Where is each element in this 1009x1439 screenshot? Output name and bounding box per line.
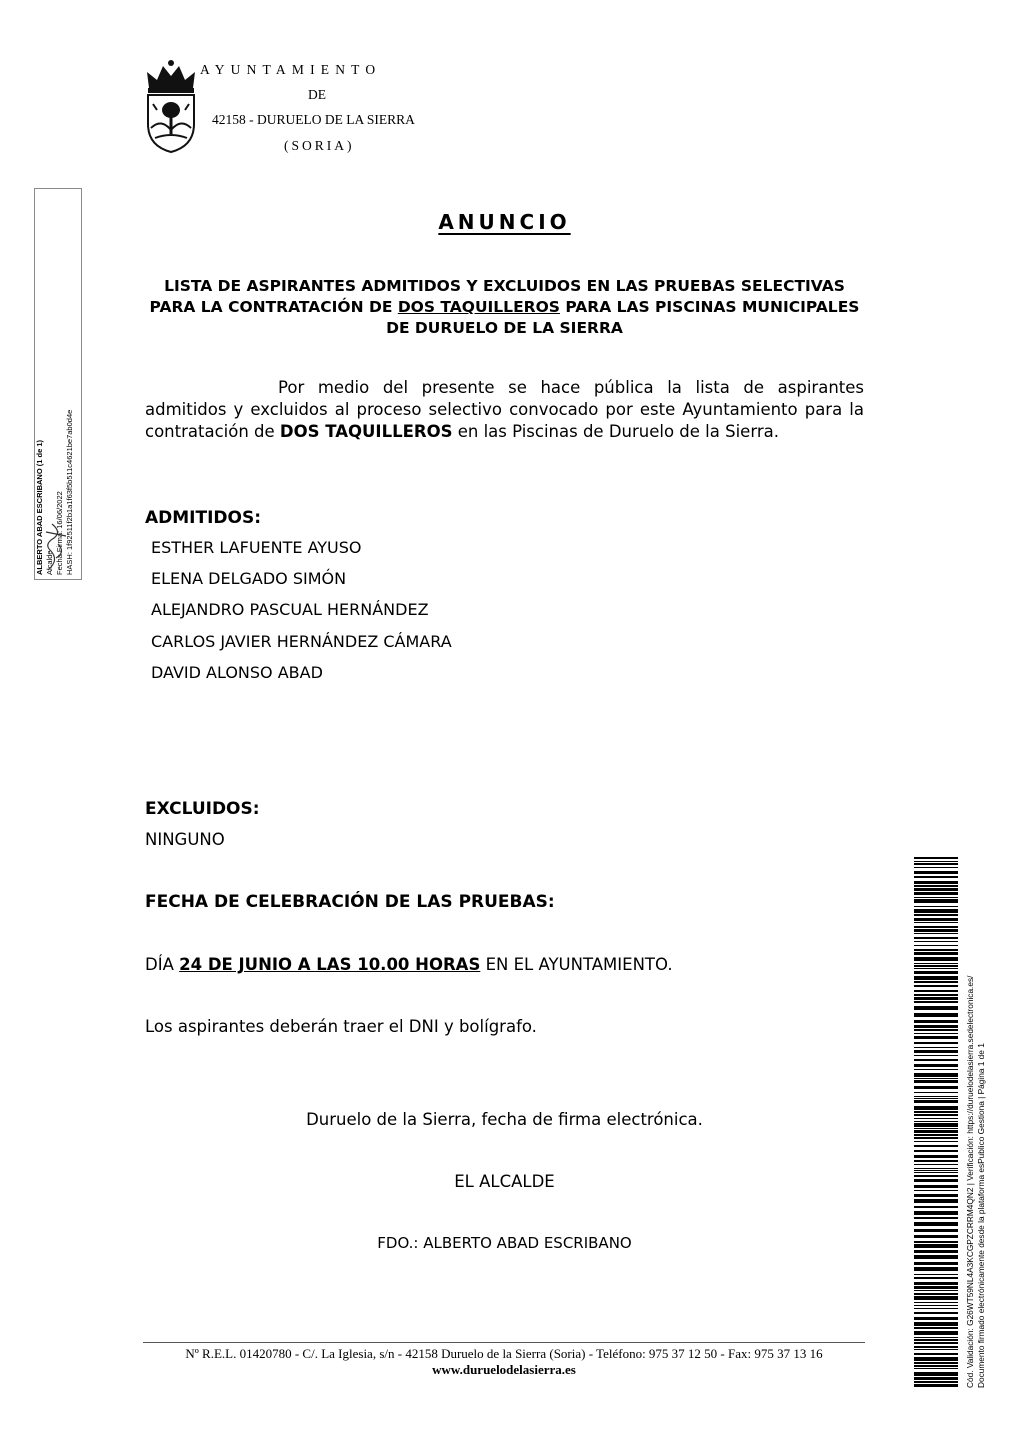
page-title: ANUNCIO (438, 210, 571, 234)
list-item: ESTHER LAFUENTE AYUSO (151, 538, 362, 557)
letterhead-address: 42158 - DURUELO DE LA SIERRA (212, 112, 415, 127)
intro-paragraph: Por medio del presente se hace pública la lista de aspirantes admitidos y excluidos al proceso selectivo convocado por este Ayuntamiento para la contratación de DOS TAQUILLEROS en las Piscinas de Duruelo de la Sierra. (145, 378, 864, 441)
list-item: ELENA DELGADO SIMÓN (151, 569, 347, 589)
stamp-sign-date: Fecha Firma: 16/06/2022 (55, 491, 64, 575)
list-item: ALEJANDRO PASCUAL HERNÁNDEZ (151, 600, 429, 620)
verification-text (965, 868, 987, 1388)
signatory-name: FDO.: ALBERTO ABAD ESCRIBANO (377, 1234, 632, 1252)
excluded-heading: EXCLUIDOS: (145, 799, 260, 819)
excluded-value: NINGUNO (145, 830, 225, 849)
place-date: Duruelo de la Sierra, fecha de firma electrónica. (306, 1110, 703, 1129)
signatory-role: EL ALCALDE (454, 1172, 555, 1191)
letterhead-line-1: AYUNTAMIENTO (200, 62, 382, 77)
stamp-signer-name: ALBERTO ABAD ESCRIBANO (1 de 1) (35, 439, 44, 575)
verification-code: Cód. Validación: G26WT59NL4A3KCGPZCRRM4QN2 | Verificación: https://duruelodelasierra.sedelectronica.es/ (965, 975, 975, 1388)
admitted-list (151, 538, 452, 694)
letterhead-line-2: DE (308, 87, 326, 102)
footer-website: www.duruelodelasierra.es (432, 1362, 576, 1377)
footer-address: Nº R.E.L. 01420780 - C/. La Iglesia, s/n - 42158 Duruelo de la Sierra (Soria) - Teléfono: 975 37 12 50 - Fax: 975 37 13 16 (185, 1346, 823, 1361)
coat-of-arms-icon (143, 58, 199, 154)
stamp-hash: HASH: 1f92511f2b1a1f63f5b511c4621be7ab0d4e (65, 409, 74, 575)
announcement-subtitle: LISTA DE ASPIRANTES ADMITIDOS Y EXCLUIDOS EN LAS PRUEBAS SELECTIVAS PARA LA CONTRATACIÓN DE DOS TAQUILLEROS PARA LAS PISCINAS MUNICIPALES DE DURUELO DE LA SIERRA (149, 277, 860, 337)
test-date-line: DÍA 24 DE JUNIO A LAS 10.00 HORAS EN EL AYUNTAMIENTO. (145, 955, 673, 974)
subtitle-position-name: DOS TAQUILLEROS (397, 298, 560, 316)
admitted-heading: ADMITIDOS: (145, 508, 262, 528)
verification-platform: Documento firmado electrónicamente desde la plataforma esPublico Gestiona | Página 1 de 1 (976, 1043, 986, 1388)
footer-divider (143, 1342, 865, 1343)
test-date-time: 24 DE JUNIO A LAS 10.00 HORAS (179, 955, 481, 974)
list-item: CARLOS JAVIER HERNÁNDEZ CÁMARA (151, 631, 452, 651)
barcode-icon (914, 857, 958, 1389)
intro-position-name: DOS TAQUILLEROS (279, 422, 453, 441)
letterhead-province: (SORIA) (284, 138, 355, 153)
requirements-line: Los aspirantes deberán traer el DNI y bolígrafo. (145, 1017, 537, 1036)
stamp-signer-role: Alcalde (45, 550, 54, 575)
handwritten-signature-icon (40, 510, 72, 576)
list-item: DAVID ALONSO ABAD (151, 662, 323, 682)
test-date-heading: FECHA DE CELEBRACIÓN DE LAS PRUEBAS: (145, 892, 555, 912)
